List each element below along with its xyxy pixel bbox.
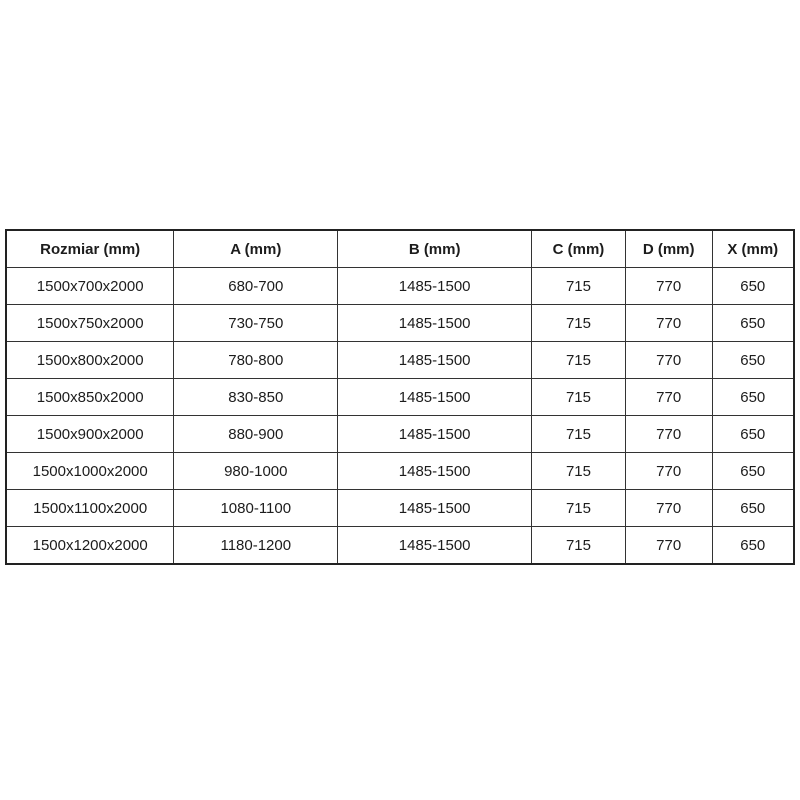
table-header-row [6, 230, 794, 268]
table-row [6, 527, 794, 565]
cell-x: 650 [712, 527, 794, 565]
cell-x: 650 [712, 305, 794, 342]
cell-c: 715 [532, 342, 626, 379]
cell-d: 770 [625, 416, 712, 453]
cell-b: 1485-1500 [338, 379, 532, 416]
cell-a: 1080-1100 [174, 490, 338, 527]
cell-c: 715 [532, 305, 626, 342]
cell-rozmiar: 1500x1000x2000 [6, 453, 174, 490]
cell-rozmiar: 1500x1200x2000 [6, 527, 174, 565]
column-header-x: X (mm) [712, 230, 794, 268]
cell-b: 1485-1500 [338, 490, 532, 527]
cell-rozmiar: 1500x700x2000 [6, 268, 174, 305]
table-row [6, 305, 794, 342]
cell-c: 715 [532, 453, 626, 490]
cell-b: 1485-1500 [338, 527, 532, 565]
cell-d: 770 [625, 342, 712, 379]
cell-c: 715 [532, 490, 626, 527]
cell-d: 770 [625, 305, 712, 342]
cell-d: 770 [625, 268, 712, 305]
cell-d: 770 [625, 379, 712, 416]
cell-a: 1180-1200 [174, 527, 338, 565]
cell-c: 715 [532, 268, 626, 305]
cell-x: 650 [712, 342, 794, 379]
cell-rozmiar: 1500x900x2000 [6, 416, 174, 453]
dimensions-table [5, 229, 795, 565]
cell-x: 650 [712, 490, 794, 527]
column-header-d: D (mm) [625, 230, 712, 268]
cell-a: 980-1000 [174, 453, 338, 490]
cell-a: 730-750 [174, 305, 338, 342]
cell-c: 715 [532, 527, 626, 565]
cell-x: 650 [712, 453, 794, 490]
cell-c: 715 [532, 416, 626, 453]
table-row [6, 379, 794, 416]
table-row [6, 453, 794, 490]
cell-rozmiar: 1500x850x2000 [6, 379, 174, 416]
cell-b: 1485-1500 [338, 416, 532, 453]
cell-x: 650 [712, 416, 794, 453]
table-row [6, 416, 794, 453]
column-header-rozmiar: Rozmiar (mm) [6, 230, 174, 268]
cell-a: 830-850 [174, 379, 338, 416]
cell-x: 650 [712, 268, 794, 305]
table-row [6, 490, 794, 527]
cell-a: 680-700 [174, 268, 338, 305]
column-header-a: A (mm) [174, 230, 338, 268]
column-header-c: C (mm) [532, 230, 626, 268]
cell-rozmiar: 1500x750x2000 [6, 305, 174, 342]
cell-d: 770 [625, 490, 712, 527]
cell-a: 780-800 [174, 342, 338, 379]
table-row [6, 342, 794, 379]
cell-b: 1485-1500 [338, 453, 532, 490]
column-header-b: B (mm) [338, 230, 532, 268]
cell-b: 1485-1500 [338, 268, 532, 305]
table-body [6, 268, 794, 565]
cell-a: 880-900 [174, 416, 338, 453]
cell-c: 715 [532, 379, 626, 416]
cell-rozmiar: 1500x800x2000 [6, 342, 174, 379]
cell-x: 650 [712, 379, 794, 416]
cell-b: 1485-1500 [338, 305, 532, 342]
cell-rozmiar: 1500x1100x2000 [6, 490, 174, 527]
cell-b: 1485-1500 [338, 342, 532, 379]
cell-d: 770 [625, 527, 712, 565]
table-row [6, 268, 794, 305]
cell-d: 770 [625, 453, 712, 490]
